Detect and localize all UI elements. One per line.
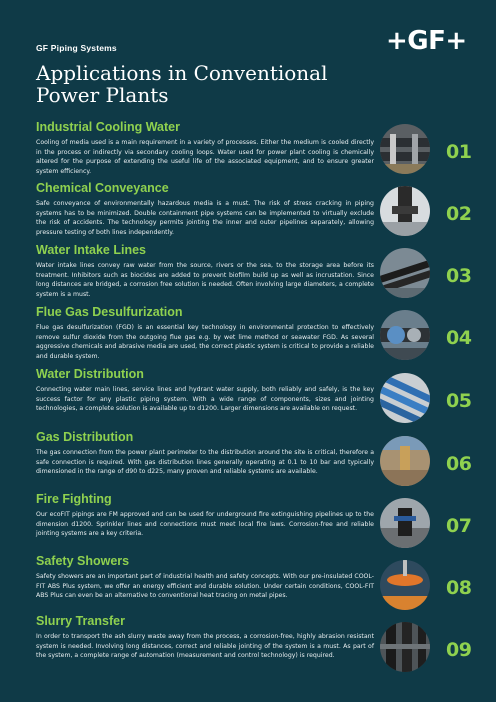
section-text: Safe conveyance of environmentally hazardous media is a must. The risk of stress cracking in piping systems has to be minimized. Double containment pipe systems can be implemented to virtually exclude the risk of accidents. The technology permits jointing the inner and outer pipelines separately, allowing pressure testing of both lines independently. [36,200,374,236]
section-heading: Safety Showers [36,554,130,568]
section-heading: Gas Distribution [36,430,134,444]
section-text: Flue gas desulfurization (FGD) is an essential key technology in environmental protection to effectively remove sulfur dioxide from the outgoing flue gas e.g. by wet lime method or seawater FGD. As several aggressive chemicals and abrasive media are used, the correct plastic system is critical to provide a reliable and durable system. [36,324,374,360]
section-number: 07 [446,515,472,537]
section-water-distribution [36,367,374,414]
page-title [36,62,336,106]
section-text: In order to transport the ash slurry waste away from the process, a corrosion-free, highly abrasion resistant system is needed. Involving long distances, correct and reliable jointing of the system is a must. As part of the system, a complete range of automation (measurement and control technology) is required. [36,633,374,660]
section-text: Water intake lines convey raw water from the source, rivers or the sea, to the storage area before its treatment. Inhibitors such as biocides are added to prevent biofilm build up as well as incrustation. Since long distances are bridged, a corrosion free solution is needed. Often involving large diameters, a complete system is a must. [36,262,374,298]
gf-logo: +GF+ [386,26,467,56]
title-line-2: Power Plants [36,83,169,107]
section-text: Cooling of media used is a main requirement in a variety of processes. Either the medium is cooled directly in the process or indirectly via secondary cooling loops. Water used for power plant cooling is chemically altered for the purpose of extending the useful life of the associated equipment, and to ensure greater system efficiency. [36,139,374,175]
section-number: 08 [446,577,472,599]
section-number: 03 [446,265,472,287]
section-flue-gas-desulfurization [36,305,374,361]
section-fire-fighting [36,492,374,539]
section-gas-distribution [36,430,374,477]
section-heading: Water Intake Lines [36,243,146,257]
section-number: 01 [446,141,472,163]
section-heading: Fire Fighting [36,492,112,506]
section-text: Connecting water main lines, service lines and hydrant water supply, both reliably and safely, is the key success factor for any plastic piping system. With a wide range of components, sizes and jointing technologies, a complete solution is available up to d1200. Larger dimensions are available on request. [36,386,374,413]
section-number: 04 [446,327,472,349]
section-number: 09 [446,639,472,661]
cooling-pipes-photo [380,124,430,174]
section-heading: Industrial Cooling Water [36,120,180,134]
safety-shower-photo [380,560,430,610]
section-industrial-cooling-water [36,120,374,176]
section-heading: Flue Gas Desulfurization [36,305,183,319]
section-text: The gas connection from the power plant perimeter to the distribution around the site is critical, therefore a safe connection is required. With gas distribution lines generally operating at 0.1 to 10 bar and typically dimensioned in the range of d90 to d225, many proven and reliable systems are available. [36,449,374,476]
water-distribution-photo [380,373,430,423]
slurry-pipes-photo [380,622,430,672]
section-text: Our ecoFIT pipings are FM approved and can be used for underground fire extinguishing pipelines up to the dimension d1200. Sprinkler lines and connections must meet local fire laws. Corrosion-free and reliable jointing systems are a key criteria. [36,511,374,538]
section-number: 06 [446,453,472,475]
section-number: 05 [446,390,472,412]
section-heading: Slurry Transfer [36,614,125,628]
title-line-1: Applications in Conventional [36,61,328,85]
gas-trench-photo [380,436,430,486]
fire-hydrant-photo [380,498,430,548]
intake-pipes-photo [380,248,430,298]
section-water-intake-lines [36,243,374,299]
section-number: 02 [446,203,472,225]
section-chemical-conveyance [36,181,374,237]
fgd-pipes-photo [380,310,430,360]
chemical-pipe-photo [380,186,430,236]
section-heading: Water Distribution [36,367,144,381]
section-heading: Chemical Conveyance [36,181,169,195]
section-slurry-transfer [36,614,374,661]
brand-name: GF Piping Systems [36,43,117,53]
section-text: Safety showers are an important part of industrial health and safety concepts. With our pre-insulated COOL-FIT ABS Plus system, we offer an energy efficient and durable solution. Under certain conditions, COOL-FIT ABS Plus can even be an alternative to conventional heat tracing on metal pipes. [36,573,374,600]
section-safety-showers [36,554,374,601]
